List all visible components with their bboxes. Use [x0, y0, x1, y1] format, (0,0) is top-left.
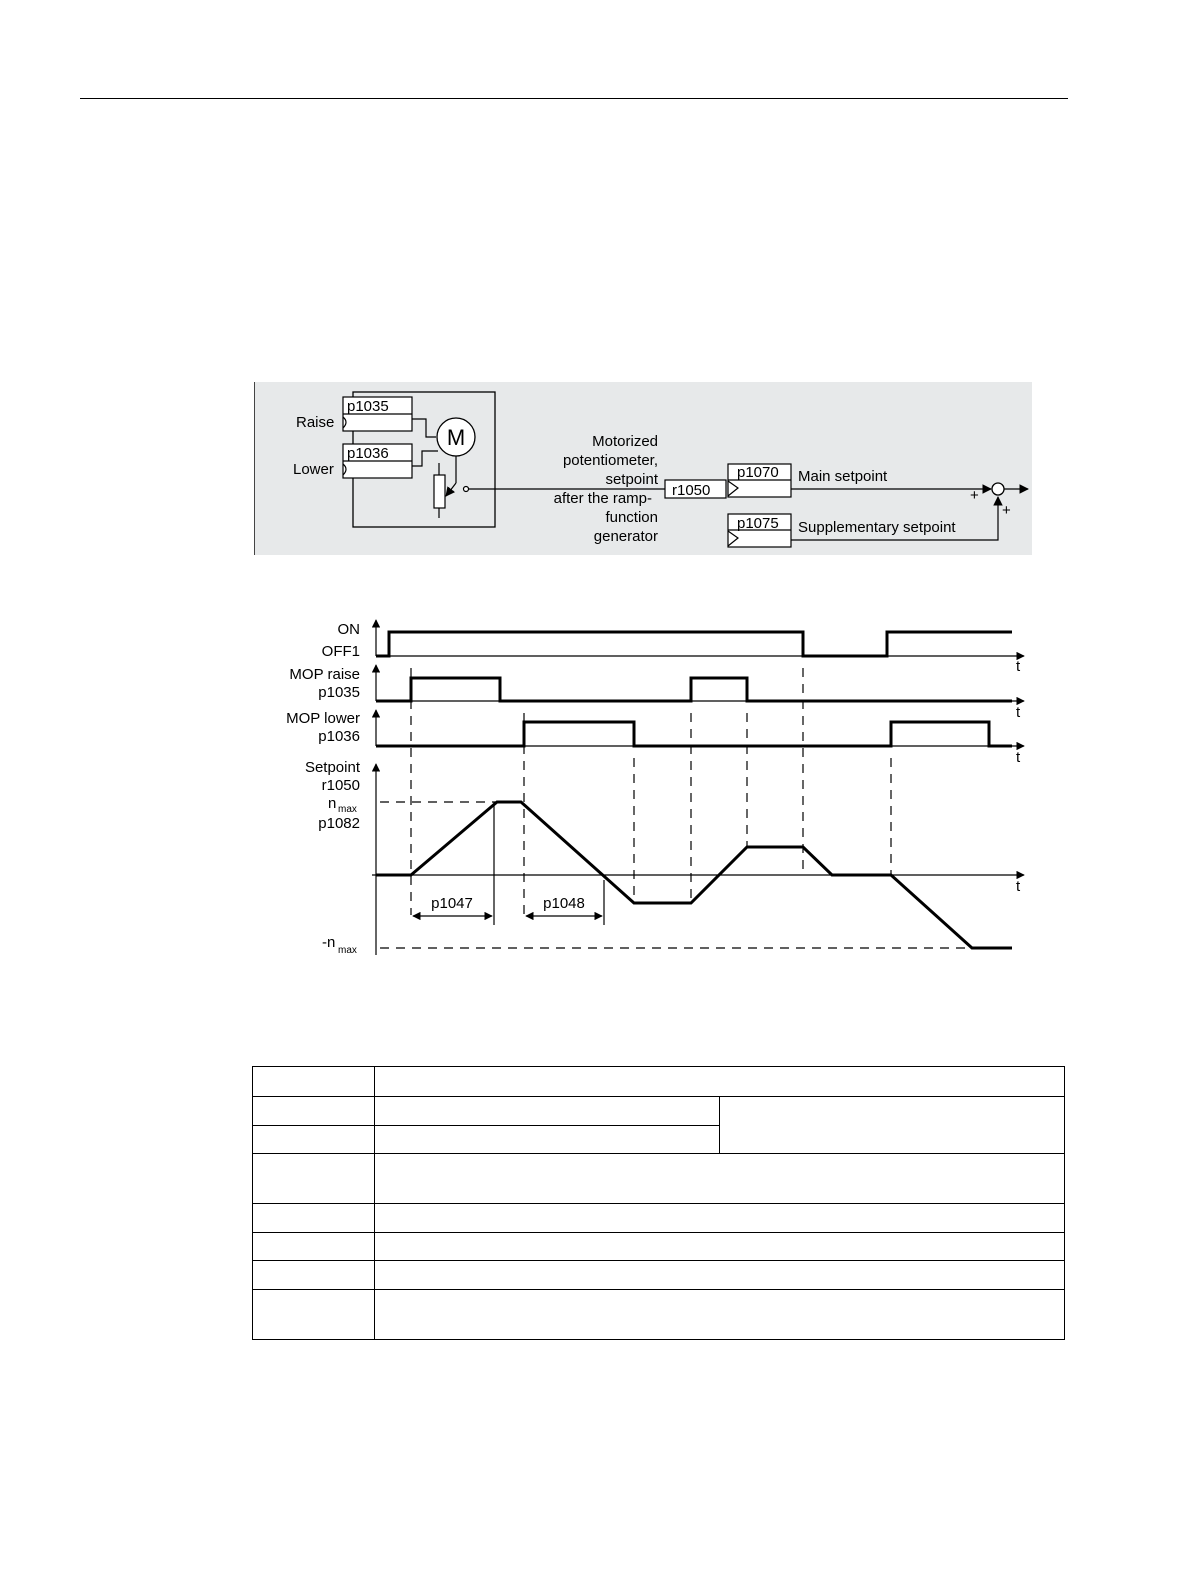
p1047-label: p1047: [431, 895, 473, 912]
table-row: [253, 1233, 1065, 1261]
table-row: [253, 1067, 1065, 1097]
on-label: ON: [337, 621, 360, 638]
setpoint-label: Setpoint: [304, 759, 360, 776]
table-cell: [375, 1067, 1065, 1097]
table-cell: [253, 1097, 375, 1126]
table-row: [253, 1261, 1065, 1290]
table-cell: [253, 1290, 375, 1340]
table-row: [253, 1204, 1065, 1233]
table-row: [253, 1290, 1065, 1340]
table-cell: [375, 1204, 1065, 1233]
main-setpoint-label: Main setpoint: [798, 468, 888, 485]
mop-lower-signal: [376, 722, 1012, 746]
svg-text:function: function: [605, 509, 658, 526]
supplementary-setpoint-label: Supplementary setpoint: [798, 519, 956, 536]
motor-label: M: [446, 425, 466, 450]
table-cell: [375, 1233, 1065, 1261]
lower-label: Lower: [293, 461, 334, 478]
table-cell: [375, 1154, 1065, 1204]
svg-text:setpoint: setpoint: [605, 471, 658, 488]
plus-main: +: [970, 487, 979, 504]
p1075-label: p1075: [737, 515, 779, 532]
svg-text:Motorized: Motorized: [592, 433, 658, 450]
p1070-label: p1070: [737, 464, 779, 481]
p1082-label: p1082: [318, 815, 360, 832]
t-label-2: t: [1016, 704, 1021, 721]
t-label-4: t: [1016, 878, 1021, 895]
table-cell: [253, 1204, 375, 1233]
plus-supplementary: +: [1002, 502, 1011, 519]
t-label-3: t: [1016, 749, 1021, 766]
table-cell: [720, 1097, 1065, 1154]
mop-raise-signal: [376, 678, 1012, 701]
table-row: [253, 1154, 1065, 1204]
nmax-subscript: max: [338, 804, 357, 815]
p1036-label: p1036: [347, 445, 389, 462]
table-cell: [375, 1261, 1065, 1290]
table-cell: [253, 1261, 375, 1290]
svg-text:potentiometer,: potentiometer,: [562, 452, 658, 469]
table-cell: [253, 1154, 375, 1204]
off1-label: OFF1: [321, 643, 360, 660]
on-off1-signal: [376, 632, 1012, 656]
neg-nmax-label: -n: [322, 934, 336, 951]
table-cell: [253, 1126, 375, 1154]
table-cell: [253, 1067, 375, 1097]
parameter-table: [252, 1066, 1065, 1340]
setpoint-param: r1050: [321, 777, 360, 794]
neg-nmax-subscript: max: [338, 945, 357, 956]
raise-label: Raise: [296, 414, 335, 431]
mop-raise-param: p1035: [318, 684, 360, 701]
table-row: [253, 1097, 1065, 1126]
mop-lower-param: p1036: [318, 728, 360, 745]
svg-text:generator: generator: [593, 528, 658, 545]
p1035-label: p1035: [347, 398, 389, 415]
table-cell: [375, 1126, 720, 1154]
table-cell: [375, 1097, 720, 1126]
table-cell: [375, 1290, 1065, 1340]
mop-lower-label: MOP lower: [286, 710, 360, 727]
nmax-label: n: [328, 795, 337, 812]
p1048-label: p1048: [543, 895, 585, 912]
r1050-label: r1050: [672, 482, 711, 499]
mop-raise-label: MOP raise: [289, 666, 360, 683]
svg-text:after the ramp-: after the ramp-: [553, 490, 652, 507]
t-label-1: t: [1016, 658, 1021, 675]
table-cell: [253, 1233, 375, 1261]
